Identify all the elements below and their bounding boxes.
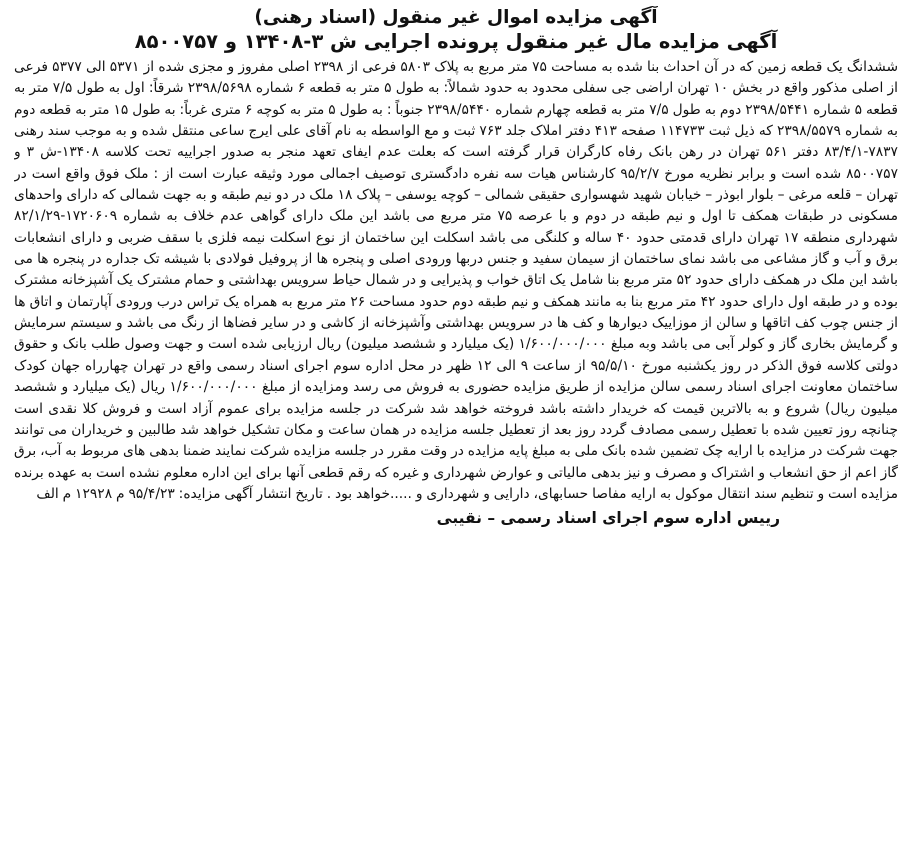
notice-title: آگهی مزایده اموال غیر منقول (اسناد رهنی) [254, 7, 658, 28]
notice-signature: رییس اداره سوم اجرای اسناد رسمی – نقیبی [436, 509, 780, 528]
auction-notice [14, 6, 898, 744]
notice-body: ششدانگ یک قطعه زمین که در آن احداث بنا شده به مساحت ۷۵ متر مربع به پلاک ۵۸۰۳ فرعی از ۲۳۹۸ اصلی مفروز و مجزی شده از ۵۳۷۱ الی ۵۳۷۷ فرعی از اصلی مذکور واقع در بخش ۱۰ تهران اراضی جی سفلی محدود به حدود شمالاً: به طول ۵ متر به قطعه ۶ شماره ۲۳۹۸/۵۶۹۸ شرقاً: اول به طول ۷/۵ متر به قطعه ۵ شماره ۲۳۹۸/۵۴۴۱ دوم به طول ۷/۵ متر به قطعه چهارم شماره ۲۳۹۸/۵۴۴۰ جنوباً : به طول ۵ متر به کوچه ۶ متری غرباً: به طول ۱۵ متر به قطعه دوم به شماره ۲۳۹۸/۵۵۷۹ که ذیل ثبت ۱۱۴۷۳۳ صفحه ۴۱۳ دفتر املاک جلد ۷۶۳ ثبت و مع الواسطه به نام آقای علی ایرج ساعی منتقل شده و به موجب سند رهنی ۷۸۳۷-۸۳/۴/۱ دفتر ۵۶۱ تهران در رهن بانک رفاه کارگران قرار گرفته است که بعلت عدم ایفای تعهد منجر به صدور اجراییه تحت کلاسه ۱۳۴۰۸-ش ۳ و ۸۵۰۰۷۵۷ شده است و برابر نظریه مورخ ۹۵/۲/۷ کارشناس هیات سه نفره دادگستری توصیف اجمالی مورد وثیقه عبارت است از : ملک فوق واقع است در تهران – قلعه مرغی – بلوار ابوذر – خیابان شهید شهسواری حقیقی شمالی – کوچه یوسفی – پلاک ۱۸ ملک در دو نیم طبقه و به جهت شمالی که دارای واحدهای مسکونی در طبقات همکف تا اول و نیم طبقه در دوم و با عرصه ۷۵ متر مربع می باشد این ملک دارای گواهی عدم خلاف به شماره ۱۷۲۰۶۰۹-۸۲/۱/۲۹ شهرداری منطقه ۱۷ تهران دارای قدمتی حدود ۴۰ ساله و کلنگی می باشد اسکلت این ساختمان از نوع اسکلت نیمه فلزی با سقف ضربی و دارای انشعابات برق و آب و گاز مشاعی می باشد نمای ساختمان از سیمان سفید و جنس دربها ورودی اصلی و پنجره ها از پروفیل فولادی با شیشه تک جداره در پنجره ها می باشد این ملک در همکف دارای حدود ۵۲ متر مربع بنا شامل یک اتاق خواب و پذیرایی و در شمال حیاط سرویس بهداشتی و حمام مشترک یک آشپزخانه مشترک بوده و در طبقه اول دارای حدود ۴۲ متر مربع بنا به مانند همکف و نیم طبقه دوم حدود مساحت ۲۶ متر مربع به همراه یک تراس درب ورودی آپارتمان و اتاق ها از جنس چوب کف اتاقها و سالن از موزاییک دیوارها و کف ها در سرویس بهداشتی وآشپزخانه از کاشی و در سایر فضاها از رنگ می باشد و سیستم سرمایش و گرمایش بخاری گاز و کولر آبی می باشد وبه مبلغ ۱/۶۰۰/۰۰۰/۰۰۰ (یک میلیارد و ششصد میلیون) ریال ارزیابی شده است و جهت وصول طلب بانک و حقوق دولتی کلاسه فوق الذکر در روز یکشنبه مورخ ۹۵/۵/۱۰ از ساعت ۹ الی ۱۲ ظهر در محل اداره سوم اجرای اسناد رسمی واقع در تهران چهارراه جهان کودک ساختمان معاونت اجرای اسناد رسمی سالن مزایده از طریق مزایده حضوری به فروش می رسد ومزایده از مبلغ ۱/۶۰۰/۰۰۰/۰۰۰ ریال (یک میلیارد و ششصد میلیون ریال) شروع و به بالاترین قیمت که خریدار داشته باشد فروخته خواهد شد شرکت در جلسه مزایده برای عموم آزاد است و فروش کلا نقدی است چنانچه روز تعیین شده با تعطیل رسمی مصادف گردد روز بعد از تعطیل جلسه مزایده در همان ساعت و مکان تشکیل خواهد شد طالبین و خریداران می توانند جهت شرکت در مزایده با ارایه چک تضمین شده بانک ملی به مبلغ پایه مزایده در وقت مقرر در جلسه مزایده شرکت نمایند ضمنا بدهی های مربوط به آب، برق گاز اعم از حق انشعاب و اشتراک و مصرف و نیز بدهی مالیاتی و عوارض شهرداری و غیره که رقم قطعی آنها برای این اداره معلوم نشده است به عهده برنده مزایده است و تنظیم سند انتقال موکول به ارایه مفاصا حسابهای، دارایی و شهرداری و .....خواهد بود . تاریخ انتشار آگهی مزایده: ۹۵/۴/۲۳ م ۱۲۹۲۸ م الف [14, 59, 898, 502]
notice-subtitle: آگهی مزایده مال غیر منقول پرونده اجرایی ش ۳-۱۳۴۰۸ و ۸۵۰۰۷۵۷ [134, 30, 778, 53]
